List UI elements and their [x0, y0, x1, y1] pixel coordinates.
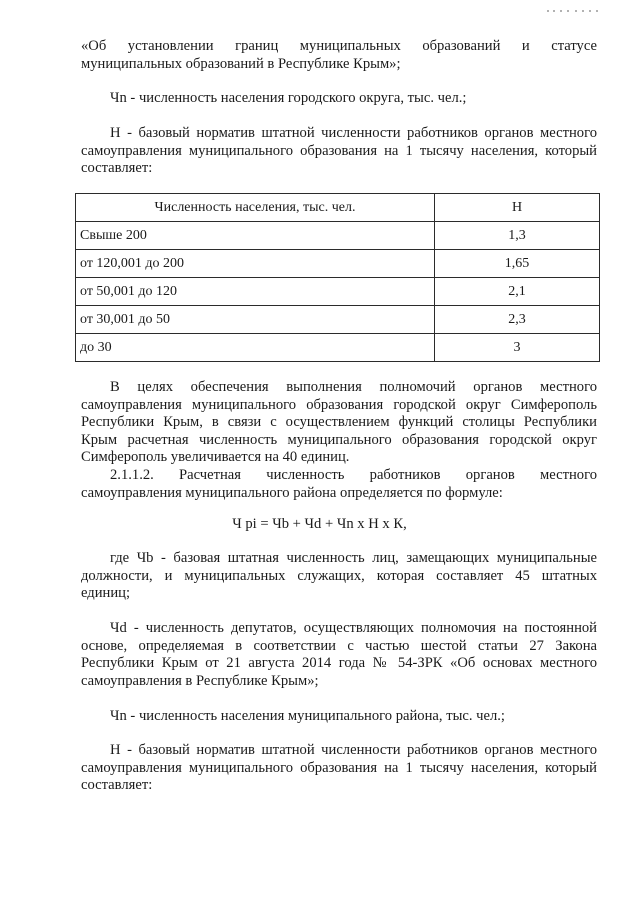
paragraph-n-definition-2: [81, 742, 597, 795]
paragraph-line: Республики Крым от 21 августа 2014 года № 54-ЗРК «Об основах местного: [81, 655, 597, 672]
paragraph-line: Чd - численность депутатов, осуществляющих полномочия на постоянной: [110, 620, 597, 636]
paragraph-line: 2.1.1.2. Расчетная численность работников органов местного: [110, 467, 597, 483]
paragraph-line: Симферополь увеличивается на 40 единиц.: [81, 449, 350, 466]
paragraph-line: самоуправления муниципального образования на 1 тысячу населения, который: [81, 759, 597, 776]
cell-population: от 50,001 до 120: [76, 278, 435, 306]
paragraph-line: самоуправления муниципального образования городской округ Симферополь: [81, 396, 597, 413]
table-row: [76, 278, 600, 306]
paragraph-line: Республики Крым, в связи с осуществлением функций столицы Республики: [81, 414, 597, 431]
paragraph-line: «Об установлении границ муниципальных образований и статусе: [81, 38, 597, 54]
paragraph-simferopol-increase: [81, 379, 597, 467]
paragraph-line: составляет:: [81, 777, 153, 794]
table-row: [76, 250, 600, 278]
norm-table: [75, 193, 600, 362]
paragraph-line: составляет:: [81, 160, 153, 177]
cell-population: от 120,001 до 200: [76, 250, 435, 278]
paragraph-line: Крым расчетная численность муниципального образования городской округ: [81, 431, 597, 448]
cell-norm: 1,3: [435, 222, 600, 250]
paragraph-line: самоуправления муниципального района определяется по формуле:: [81, 484, 503, 501]
cell-population: от 30,001 до 50: [76, 306, 435, 334]
paragraph-law-reference: [81, 38, 597, 73]
header-norm: Н: [435, 194, 600, 222]
paragraph-line: единиц;: [81, 585, 131, 602]
formula: Ч рi = Чb + Чd + Чn х Н х К,: [232, 516, 407, 532]
paragraph-line: Н - базовый норматив штатной численности работников органов местного: [110, 742, 597, 758]
scan-artifact-dots: [545, 8, 605, 14]
header-population: Численность населения, тыс. чел.: [76, 194, 435, 222]
cell-population: Свыше 200: [76, 222, 435, 250]
paragraph-line: В целях обеспечения выполнения полномочий органов местного: [110, 379, 597, 395]
paragraph-line: Чn - численность населения городского округа, тыс. чел.;: [110, 90, 467, 106]
table-row: [76, 222, 600, 250]
paragraph-cd-definition: [81, 620, 597, 690]
paragraph-clause-2-1-1-2: [81, 467, 597, 502]
cell-norm: 3: [435, 334, 600, 362]
paragraph-cb-definition: [81, 550, 597, 603]
cell-population: до 30: [76, 334, 435, 362]
paragraph-n-definition-1: [81, 125, 597, 178]
table-row: [76, 334, 600, 362]
paragraph-line: самоуправления муниципального образования на 1 тысячу населения, который: [81, 142, 597, 159]
paragraph-line: муниципальных образований в Республике Крым»;: [81, 55, 401, 72]
cell-norm: 1,65: [435, 250, 600, 278]
paragraph-line: Н - базовый норматив штатной численности работников органов местного: [110, 125, 597, 141]
paragraph-cn-urban: [81, 90, 597, 108]
cell-norm: 2,1: [435, 278, 600, 306]
paragraph-line: самоуправления в Республике Крым»;: [81, 672, 319, 689]
cell-norm: 2,3: [435, 306, 600, 334]
paragraph-line: где Чb - базовая штатная численность лиц, замещающих муниципальные: [110, 550, 597, 566]
paragraph-cn-district: [81, 708, 597, 726]
table-row: [76, 306, 600, 334]
paragraph-line: основе, определяемая в соответствии с частью шестой статьи 27 Закона: [81, 637, 597, 654]
table-header-row: [76, 194, 600, 222]
paragraph-line: Чn - численность населения муниципального района, тыс. чел.;: [110, 708, 505, 724]
paragraph-line: должности, и муниципальных служащих, которая составляет 45 штатных: [81, 567, 597, 584]
